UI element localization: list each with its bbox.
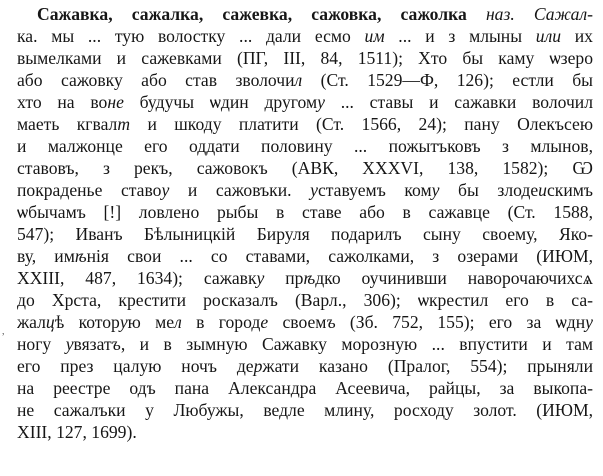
text-fragment: ю ме [127,312,175,332]
italic-fragment: или [535,26,562,46]
text-fragment: ... и з млыны [384,26,536,46]
entry-line [17,377,593,399]
italic-fragment: им [364,26,385,46]
entry-line [17,245,593,267]
text-fragment: 547); Иванъ Бѣлыницкій Бируля подарилъ сыну своему, Яко- [17,224,593,244]
text-fragment: жал [17,312,46,332]
text-fragment: (Зб. 752, 155); его за ѡдн [335,312,586,332]
text-fragment: ставуемъ ком [317,180,432,200]
italic-fragment: у [256,268,265,288]
text-fragment: дко оучинивши наворочаючихсѧ [315,268,593,288]
text-fragment: бы злоде [439,180,539,200]
italic-fragment: ъ [111,334,121,354]
text-fragment: ногу [17,334,66,354]
entry-line [17,157,593,179]
text-fragment: ставовъ, з рекъ, сажовокъ (АВК, XXXVI, 138, 1582); Ѡ [17,158,593,178]
entry-line [17,311,593,333]
italic-fragment: т [117,114,131,134]
entry-line [17,91,593,113]
entry-line [37,3,593,25]
entry-line [17,399,593,421]
text-fragment: ву, им [17,246,75,266]
italic-fragment: у [317,92,325,112]
text-fragment: своем [268,312,327,332]
text-fragment: до Хрста, крестити росказалъ (Варл., 306); ѡкрестил его в са- [17,290,593,310]
entry-line [17,223,593,245]
italic-fragment: л [174,312,182,332]
text-fragment: не сажалъки у Любужы, ведле млину, росходу золот. (ИЮМ, [17,400,593,420]
headword: Сажавка, сажалка, сажевка, сажовка, сажолка [37,4,467,24]
entry-line [17,47,593,69]
entry-line [17,135,593,157]
text-fragment: XIII, 127, 1699). [17,422,137,442]
text-fragment: будучы ѡдин другом [123,92,318,112]
italic-fragment: ъ [326,312,336,332]
text-fragment: ѣ котор [54,312,120,332]
entry-line [17,333,593,355]
text-fragment: его през цалую ночъ де [17,356,254,376]
entry-line [17,201,593,223]
text-fragment: и шкоду платити (Ст. 1566, 24); пану Олекъсею [130,114,593,134]
text-fragment: (Ст. 1529—Ф, 126); естли бы [302,70,593,90]
entry-line [17,25,593,47]
entry-line [17,69,593,91]
italic-fragment: ц [45,312,55,332]
entry-line [17,179,593,201]
italic-fragment: у [65,334,74,354]
text-fragment: и малжонце его оддати половину ... пожытъковъ з млынов, [17,136,593,156]
italic-fragment: у [119,312,128,332]
text-fragment: скимъ [546,180,593,200]
text-fragment: жати казано (Пралог, 554); прыняли [262,356,593,376]
text-fragment: ка [17,26,34,46]
italic-fragment: л [294,70,303,90]
italic-fragment: р [253,356,263,376]
text-fragment: покраденье ставо [17,180,162,200]
italic-fragment: у [161,180,170,200]
text-fragment: вымелками и сажевками (ПГ, III, 84, 1511); Хто бы каму ѡзеро [17,48,593,68]
text-fragment [467,4,486,24]
entry-line [17,113,593,135]
entry-line [17,289,593,311]
text-fragment: XXIII, 487, 1634); сажавк [17,268,257,288]
text-fragment: в город [181,312,261,332]
text-fragment: нія свои ... со ставами, сажолками, з озерами (ИЮМ, [86,246,593,266]
italic-fragment: ѣ [303,268,316,288]
entry-line [17,421,593,443]
text-fragment: або сажовку або став зволочи [17,70,295,90]
text-fragment: и сажовъки. [169,180,311,200]
italic-fragment: у [431,180,440,200]
text-fragment: ѡбычамъ [!] ловлено рыбы в ставе або в сажавце (Ст. 1588, [17,202,593,222]
italic-fragment: ѣ [74,246,87,266]
italic-fragment: наз. Сажал- [485,4,593,24]
text-fragment: пр [264,268,304,288]
text-fragment: на реестре одъ пана Александра Асеевича, райцы, за выкопа- [17,378,593,398]
entry-line [17,267,593,289]
text-fragment: ... ставы и сажавки волочил [324,92,593,112]
text-fragment: их [561,26,593,46]
text-fragment: вязат [73,334,112,354]
italic-fragment: и [538,180,547,200]
italic-fragment: у [310,180,318,200]
text-fragment: . мы ... тую волостку ... дали есмо [33,26,365,46]
italic-fragment: у [585,312,593,332]
entry-line [17,355,593,377]
italic-fragment: е [260,312,269,332]
text-fragment: , и в зымную Сажавку морозную ... впустити и там [120,334,593,354]
margin-mark: , [2,326,5,337]
text-fragment: маеть кгвал [17,114,118,134]
italic-fragment: не [107,92,124,112]
text-fragment: хто на во [17,92,108,112]
